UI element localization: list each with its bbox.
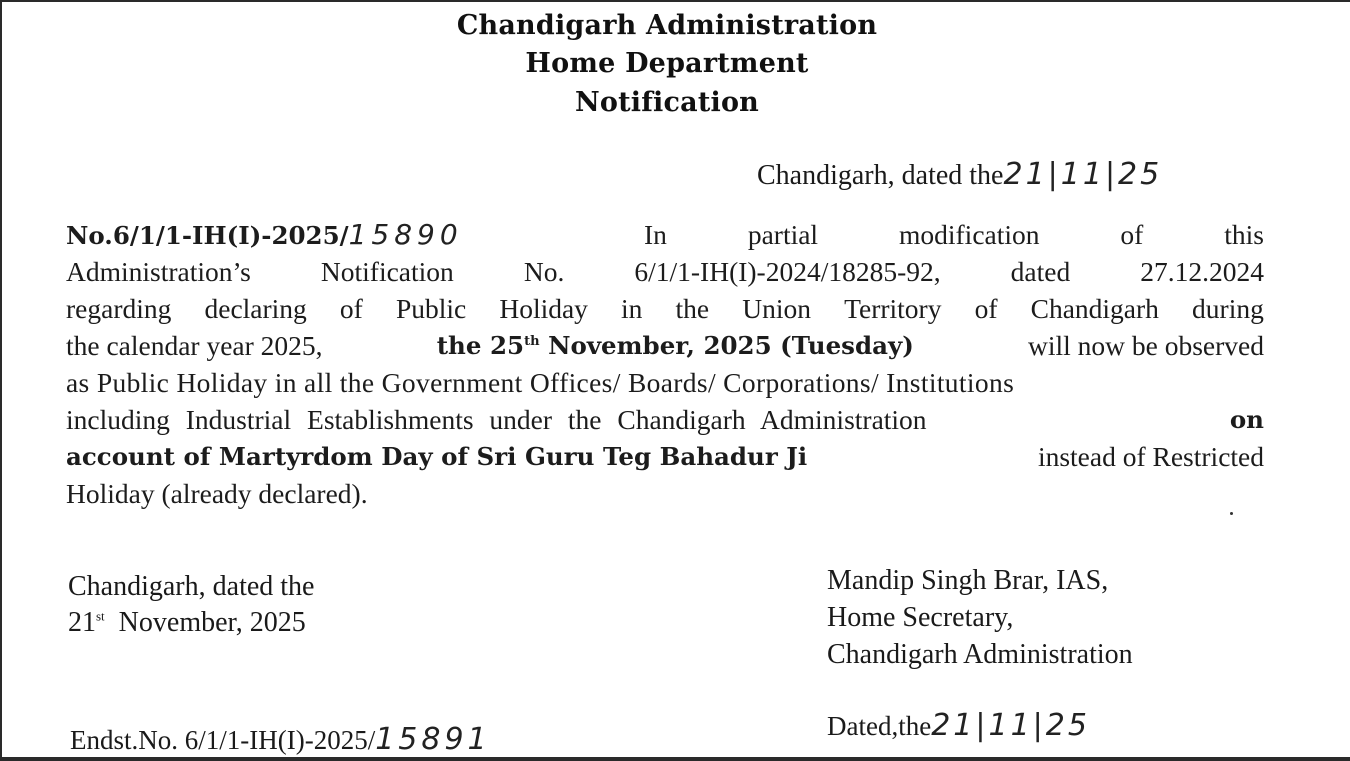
body-line-2: Administration’s Notification No. 6/1/1-IH(I)-2024/18285-92, dated 27.12.2024 xyxy=(66,256,1264,287)
ink-speck xyxy=(1230,512,1233,515)
top-date-label: Chandigarh, dated the xyxy=(757,160,1004,191)
signatory-block xyxy=(827,562,1133,673)
body-line-1 xyxy=(66,216,1264,253)
top-date xyxy=(757,157,1162,192)
holiday-date: the 25th November, 2025 (Tuesday) xyxy=(436,331,914,360)
body-line-4: the calendar year 2025, the 25th November, 2025 (Tuesday) will now be observed xyxy=(66,327,1264,364)
endorsement-number: Endst.No. 6/1/1-IH(I)-2025/15891 xyxy=(70,722,491,757)
body-line-3: regarding declaring of Public Holiday in the Union Territory of Chandigarh during xyxy=(66,293,1264,324)
body-line-8: Holiday (already declared). xyxy=(66,478,368,509)
body-line-7: account of Martyrdom Day of Sri Guru Teg Bahadur Ji instead of Restricted xyxy=(66,438,1264,475)
body-line-6: including Industrial Establishments under the Chandigarh Administration on xyxy=(66,404,1264,435)
heading-notification: Notification xyxy=(575,87,759,118)
occasion-text: account of Martyrdom Day of Sri Guru Teg Bahadur Ji xyxy=(66,442,808,471)
reference-number: No.6/1/1-IH(I)-2025/15890 xyxy=(66,218,463,251)
signatory-designation: Home Secretary, xyxy=(827,602,1014,633)
signatory-office: Chandigarh Administration xyxy=(827,639,1133,670)
signoff-place-date: Chandigarh, dated the 21st November, 2025 xyxy=(68,571,315,638)
heading-department: Home Department xyxy=(525,48,809,79)
body-line-5: as Public Holiday in all the Government Offices/ Boards/ Corporations/ Institutions xyxy=(66,367,1015,398)
bottom-date: Dated,the21|11|25 xyxy=(827,708,1090,743)
heading-administration: Chandigarh Administration xyxy=(456,10,878,41)
signatory-name: Mandip Singh Brar, IAS, xyxy=(827,565,1109,596)
notification-body xyxy=(66,216,1264,512)
body-line-1-words: In partial modification of this xyxy=(644,219,1264,250)
top-date-handwritten: 21|11|25 xyxy=(1003,157,1163,192)
